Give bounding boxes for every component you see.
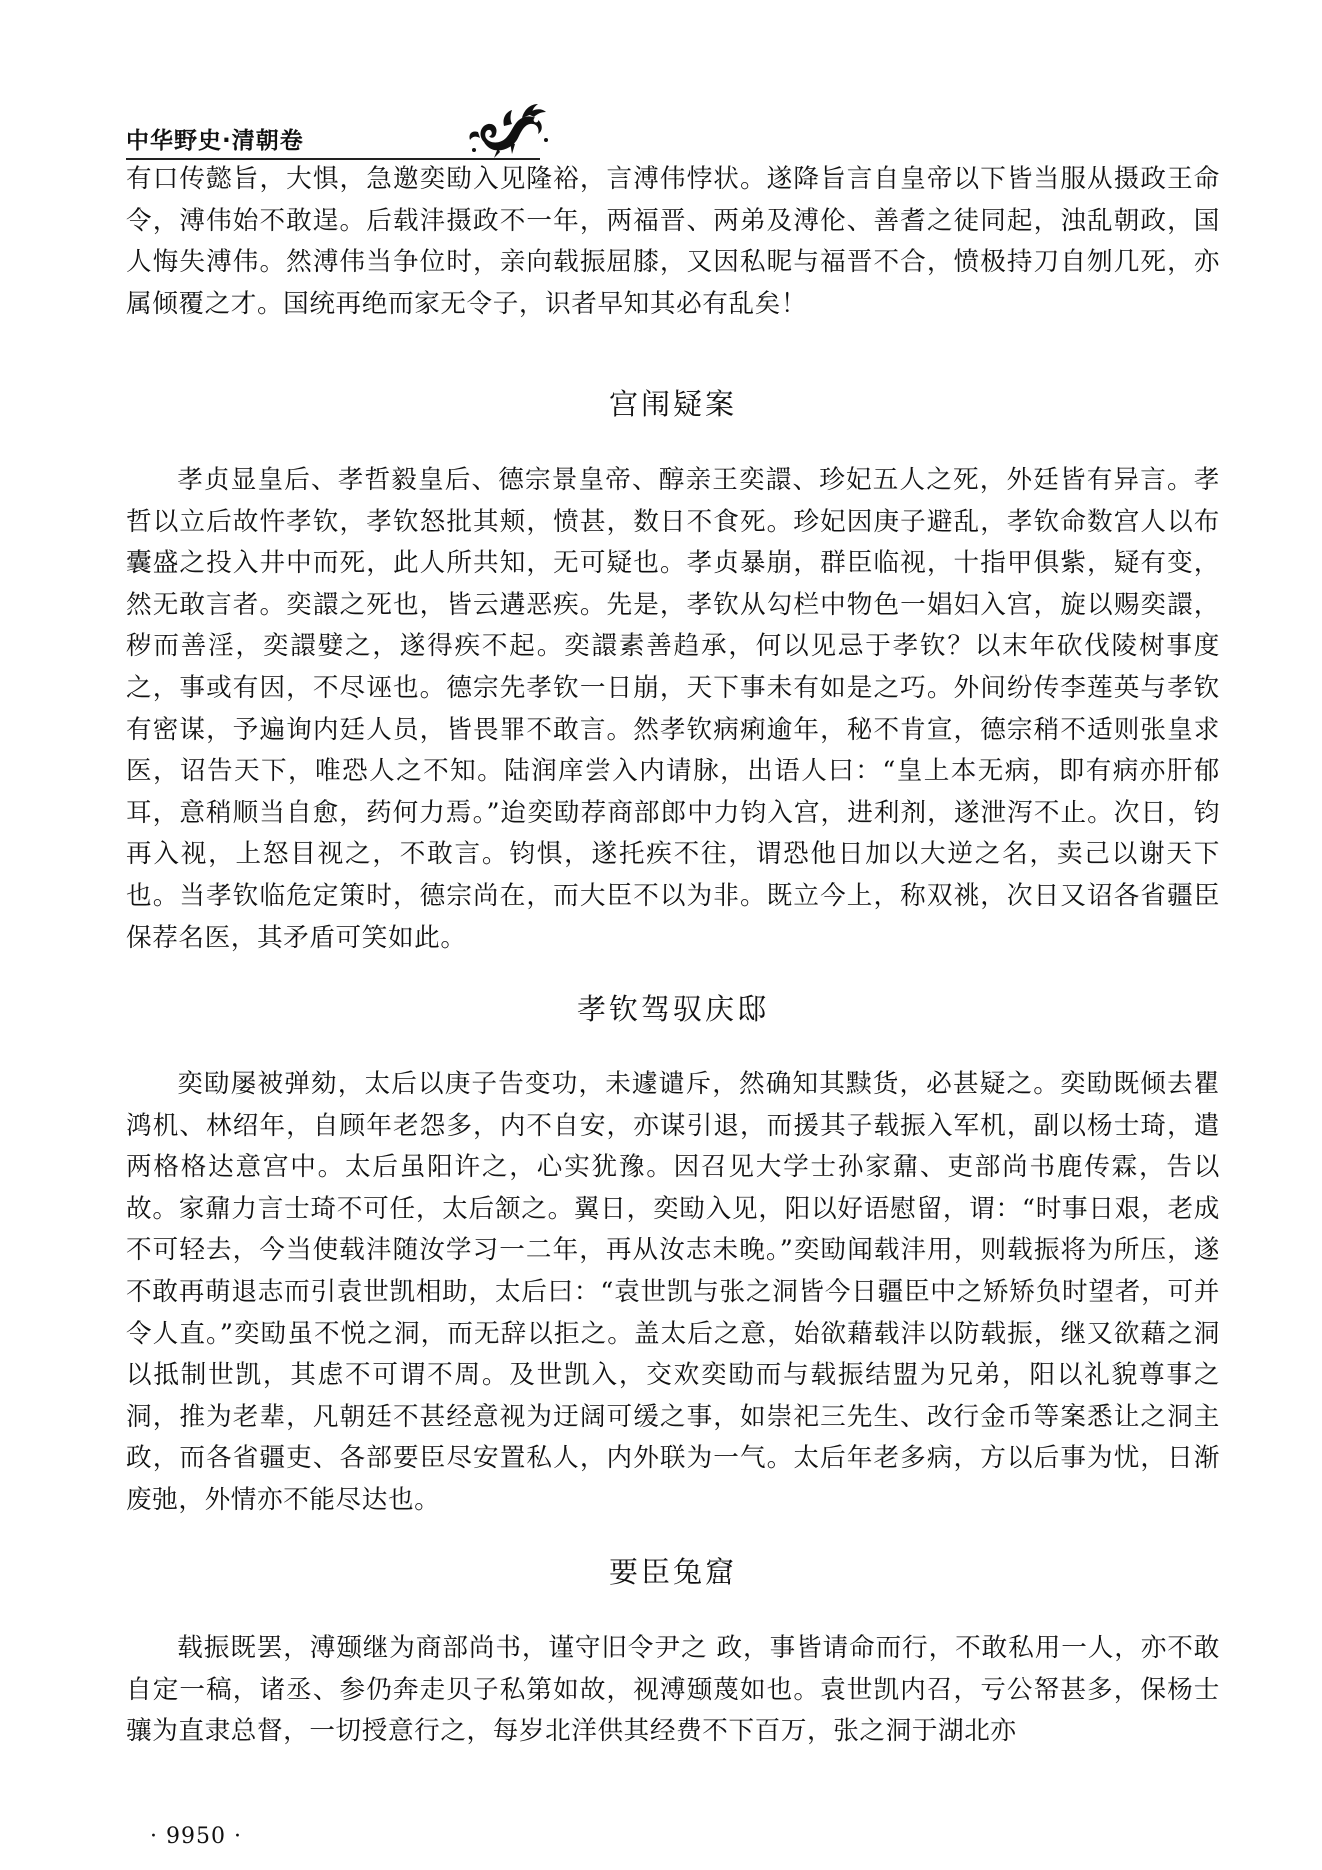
paragraph-empress-dowager: 奕劻屡被弹劾，太后以庚子告变功，未遽谴斥，然确知其黩货，必甚疑之。奕劻既倾去瞿鸿机、林绍年，自顾年老怨多，内不自安，亦谋引退，而援其子载振入军机，副以杨士琦，遣两格格达意宫中。太后虽阳许之，心实犹豫。因召见大学士孙家鼐、吏部尚书鹿传霖，告以故。家鼐力言士琦不可任，太后颔之。翼日，奕劻入见，阳以好语慰留，谓：“时事日艰，老成不可轻去，今当使载沣随汝学习一二年，再从汝志未晚。”奕劻闻载沣用，则载振将为所压，遂不敢再萌退志而引袁世凯相助，太后曰：“袁世凯与张之洞皆今日疆臣中之矫矫负时望者，可并令人直。”奕劻虽不悦之洞，而无辞以拒之。盖太后之意，始欲藉载沣以防载振，继又欲藉之洞以抵制世凯，其虑不可谓不周。及世凯入，交欢奕劻而与载振结盟为兄弟，阳以礼貌尊事之洞，推为老辈，凡朝廷不甚经意视为迂阔可缓之事，如崇祀三先生、改行金币等案悉让之洞主政，而各省疆吏、各部要臣尽安置私人，内外联为一气。太后年老多病，方以后事为忧，日渐废弛，外情亦不能尽达也。 xyxy=(126,1069,1220,1515)
dragon-logo-icon xyxy=(464,96,552,160)
paragraph-palace-mysteries: 孝贞显皇后、孝哲毅皇后、德宗景皇帝、醇亲王奕譞、珍妃五人之死，外廷皆有异言。孝哲以立后故忤孝钦，孝钦怒批其颊，愤甚，数日不食死。珍妃因庚子避乱，孝钦命数宫人以布囊盛之投入井中而死，此人所共知，无可疑也。孝贞暴崩，群臣临视，十指甲俱紫，疑有变，然无敢言者。奕譞之死也，皆云遘恶疾。先是，孝钦从勾栏中物色一娼妇入宫，旋以赐奕譞，秽而善淫，奕譞嬖之，遂得疾不起。奕譞素善趋承，何以见忌于孝钦？以末年砍伐陵树事度之，事或有因，不尽诬也。德宗先孝钦一日崩，天下事未有如是之巧。外间纷传李莲英与孝钦有密谋，予遍询内廷人员，皆畏罪不敢言。然孝钦病痢逾年，秘不肯宣，德宗稍不适则张皇求医，诏告天下，唯恐人之不知。陆润庠尝入内请脉，出语人曰：“皇上本无病，即有病亦肝郁耳，意稍顺当自愈，药何力焉。”迨奕劻荐商部郎中力钧入宫，进利剂，遂泄泻不止。次日，钧再入视，上怒目视之，不敢言。钧惧，遂托疾不往，谓恐他日加以大逆之名，卖己以谢天下也。当孝钦临危定策时，德宗尚在，而大臣不以为非。既立今上，称双祧，次日又诏各省疆臣保荐名医，其矛盾可笑如此。 xyxy=(126,465,1220,953)
running-header xyxy=(126,118,538,160)
paragraph-key-ministers: 载振既罢，溥颋继为商部尚书，谨守旧令尹之 政，事皆请命而行，不敢私用一人，亦不敢自定一稿，诸丞、参仍奔走贝子私第如故，视溥颋蔑如也。袁世凯内召，亏公帑甚多，保杨士骧为直隶总督，一切授意行之，每岁北洋供其经费不下百万，张之洞于湖北亦 xyxy=(126,1633,1220,1747)
section-heading-palace-mysteries: 宫闱疑案 xyxy=(608,387,737,421)
body-section-empress-dowager xyxy=(126,1064,1220,1522)
body-section-palace-mysteries xyxy=(126,460,1220,959)
body-section-continuation xyxy=(126,159,1220,325)
paragraph-continuation: 有口传懿旨，大惧，急邀奕劻入见隆裕，言溥伟悖状。遂降旨言自皇帝以下皆当服从摄政王命令，溥伟始不敢逞。后载沣摄政不一年，两福晋、两弟及溥伦、善耆之徒同起，浊乱朝政，国人悔失溥伟。然溥伟当争位时，亲向载振屈膝，又因私昵与福晋不合，愤极持刀自刎几死，亦属倾覆之才。国统再绝而家无令子，识者早知其必有乱矣！ xyxy=(126,164,1220,319)
body-section-key-ministers xyxy=(126,1628,1220,1753)
page-number: · 9950 · xyxy=(150,1824,242,1849)
section-heading-empress-dowager: 孝钦驾驭庆邸 xyxy=(576,992,769,1026)
section-heading-key-ministers: 要臣兔窟 xyxy=(608,1555,737,1589)
running-header-title: 中华野史·清朝卷 xyxy=(126,128,304,154)
